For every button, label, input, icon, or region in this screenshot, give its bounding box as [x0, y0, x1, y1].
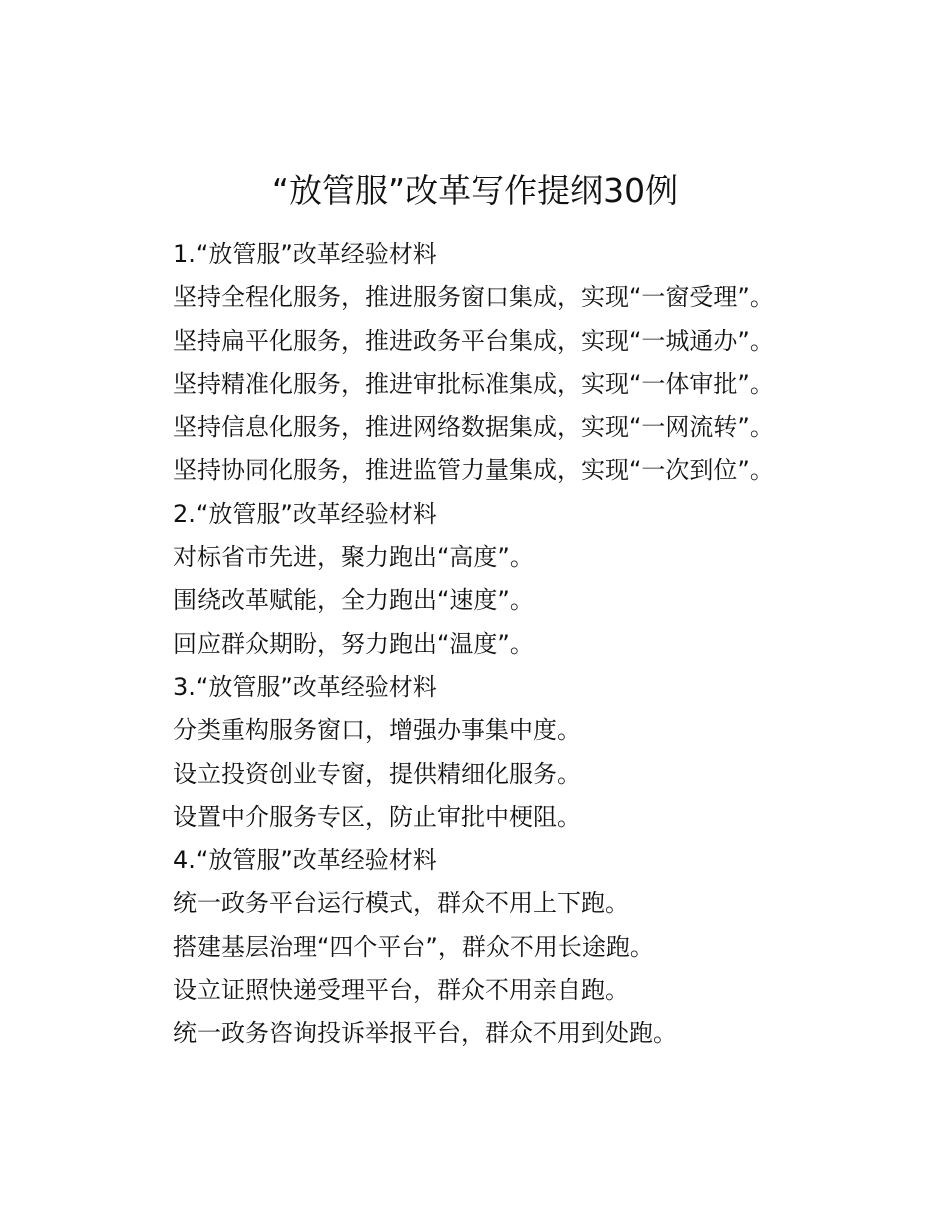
- body-line: 围绕改革赋能，全力跑出“速度”。: [173, 586, 534, 615]
- body-line: 设立证照快递受理平台，群众不用亲自跑。: [173, 976, 629, 1005]
- body-line: 对标省市先进，聚力跑出“高度”。: [173, 543, 534, 572]
- section-heading: 2.“放管服”改革经验材料: [173, 499, 437, 528]
- body-line: 回应群众期盼，努力跑出“温度”。: [173, 629, 534, 658]
- document-title: “放管服”改革写作提纲30例: [271, 171, 679, 210]
- body-line: 统一政务咨询投诉举报平台，群众不用到处跑。: [173, 1019, 677, 1048]
- section-heading: 3.“放管服”改革经验材料: [173, 672, 437, 701]
- body-line: 坚持信息化服务，推进网络数据集成，实现“一网流转”。: [173, 413, 774, 442]
- body-line: 坚持精准化服务，推进审批标准集成，实现“一体审批”。: [173, 369, 774, 398]
- body-line: 坚持扁平化服务，推进政务平台集成，实现“一城通办”。: [173, 326, 774, 355]
- section-heading: 1.“放管服”改革经验材料: [173, 240, 437, 268]
- body-line: 搭建基层治理“四个平台”，群众不用长途跑。: [173, 932, 654, 961]
- body-line: 坚持协同化服务，推进监管力量集成，实现“一次到位”。: [173, 456, 774, 485]
- body-line: 设立投资创业专窗，提供精细化服务。: [173, 759, 581, 788]
- body-line: 统一政务平台运行模式，群众不用上下跑。: [173, 889, 629, 918]
- body-line: 分类重构服务窗口，增强办事集中度。: [173, 716, 581, 745]
- body-line: 坚持全程化服务，推进服务窗口集成，实现“一窗受理”。: [173, 283, 774, 312]
- section-heading: 4.“放管服”改革经验材料: [173, 846, 437, 875]
- body-line: 设置中介服务专区，防止审批中梗阻。: [173, 802, 581, 831]
- document-body: [173, 233, 873, 1056]
